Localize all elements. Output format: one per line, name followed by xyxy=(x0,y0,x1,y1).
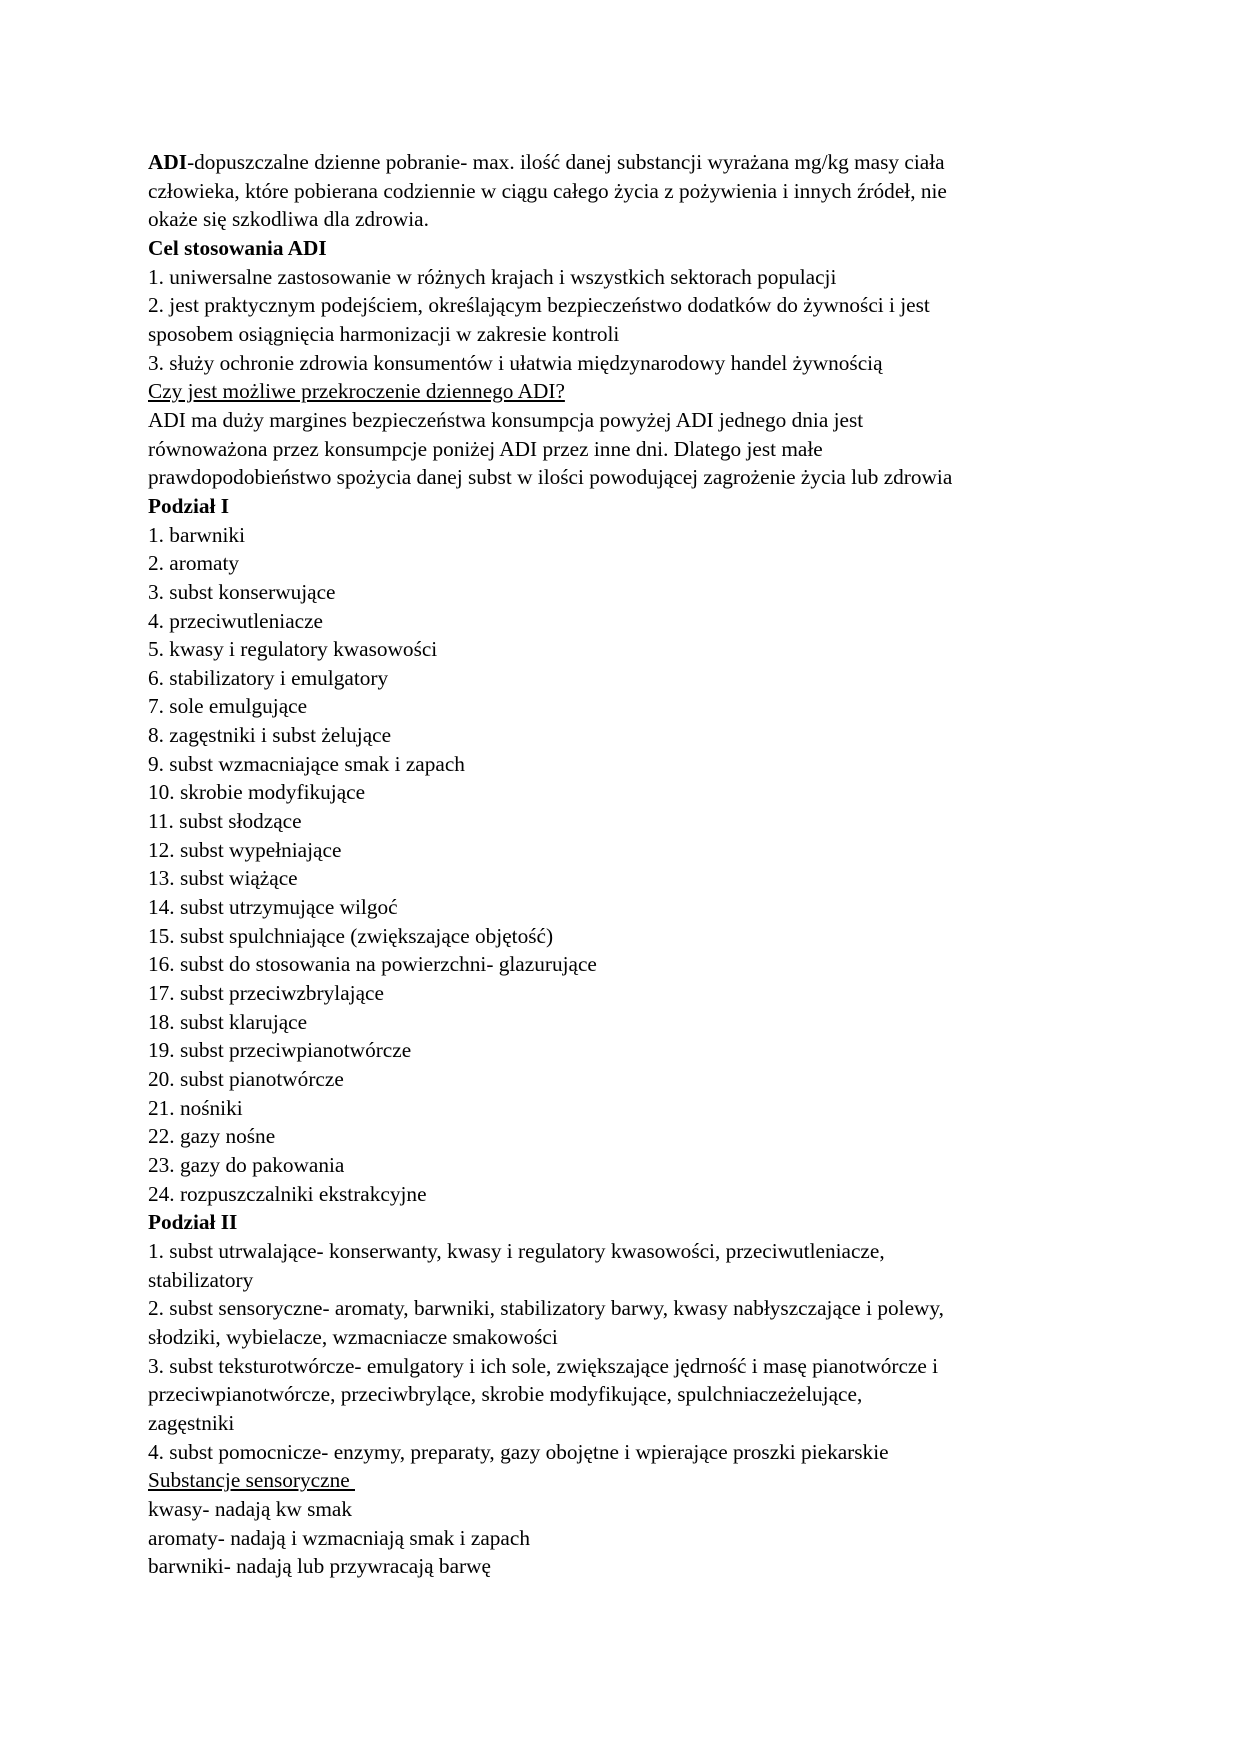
goal-item-3: 3. służy ochronie zdrowia konsumentów i ułatwia międzynarodowy handel żywnością xyxy=(148,350,883,375)
adi-definition-line-3: okaże się szkodliwa dla zdrowia. xyxy=(148,207,429,232)
exceed-question: Czy jest możliwe przekroczenie dziennego ADI? xyxy=(148,379,565,404)
division-1-list xyxy=(148,521,1108,1209)
adi-definition xyxy=(148,148,1108,234)
list-item: 12. subst wypełniające xyxy=(148,837,342,862)
exceed-question-line xyxy=(148,377,1108,406)
goal-item-2-line-1: 2. jest praktycznym podejściem, określającym bezpieczeństwo dodatków do żywności i jest xyxy=(148,293,930,318)
division-2-item-4: 4. subst pomocnicze- enzymy, preparaty, gazy obojętne i wpierające proszki piekarskie xyxy=(148,1439,889,1464)
list-item: 10. skrobie modyfikujące xyxy=(148,780,366,805)
sensory-item: aromaty- nadają i wzmacniają smak i zapach xyxy=(148,1525,530,1550)
goal-heading: Cel stosowania ADI xyxy=(148,235,327,260)
list-item: 15. subst spulchniające (zwiększające objętość) xyxy=(148,923,554,948)
list-item: 4. przeciwutleniacze xyxy=(148,608,324,633)
list-item: 20. subst pianotwórcze xyxy=(148,1067,344,1091)
list-item: 6. stabilizatory i emulgatory xyxy=(148,665,389,690)
division-2-item-3-line-1: 3. subst teksturotwórcze- emulgatory i ich sole, zwiększające jędrność i masę pianotwórcze i xyxy=(148,1353,939,1378)
adi-definition-line-2: człowieka, które pobierana codziennie w ciągu całego życia z pożywienia i innych źródeł, nie xyxy=(148,178,947,203)
list-item: 16. subst do stosowania na powierzchni- glazurujące xyxy=(148,952,597,977)
exceed-answer-line-3: prawdopodobieństwo spożycia danej subst w ilości powodującej zagrożenie życia lub zdrowia xyxy=(148,465,953,490)
document-page xyxy=(148,148,1108,1581)
list-item: 7. sole emulgujące xyxy=(148,694,308,719)
list-item: 18. subst klarujące xyxy=(148,1009,308,1034)
division-2-heading: Podział II xyxy=(148,1210,238,1235)
list-item: 9. subst wzmacniające smak i zapach xyxy=(148,751,465,776)
sensory-heading-line xyxy=(148,1466,1108,1495)
list-item: 3. subst konserwujące xyxy=(148,579,336,604)
sensory-item: barwniki- nadają lub przywracają barwę xyxy=(148,1554,491,1579)
division-2-item-3-line-2: przeciwpianotwórcze, przeciwbrylące, skrobie modyfikujące, spulchniaczeżelujące, xyxy=(148,1382,863,1407)
adi-definition-text: -dopuszczalne dzienne pobranie- max. ilość danej substancji wyrażana mg/kg masy ciała xyxy=(187,150,945,174)
sensory-item: kwasy- nadają kw smak xyxy=(148,1496,353,1521)
exceed-answer-line-1: ADI ma duży margines bezpieczeństwa konsumpcja powyżej ADI jednego dnia jest xyxy=(148,407,864,432)
division-1-heading: Podział I xyxy=(148,493,230,518)
list-item: 1. barwniki xyxy=(148,522,246,547)
list-item: 8. zagęstniki i subst żelujące xyxy=(148,723,392,748)
list-item: 2. aromaty xyxy=(148,551,240,576)
list-item: 22. gazy nośne xyxy=(148,1124,276,1149)
list-item: 14. subst utrzymujące wilgoć xyxy=(148,895,398,920)
exceed-answer-line-2: równoważona przez konsumpcje poniżej ADI przez inne dni. Dlatego jest małe xyxy=(148,436,823,461)
division-2-item-2-line-1: 2. subst sensoryczne- aromaty, barwniki, stabilizatory barwy, kwasy nabłyszczające i polewy, xyxy=(148,1296,945,1321)
adi-definition-line-1 xyxy=(148,148,1108,177)
division-2-item-1-line-2: stabilizatory xyxy=(148,1267,254,1292)
division-2-item-1-line-1: 1. subst utrwalające- konserwanty, kwasy i regulatory kwasowości, przeciwutleniacze, xyxy=(148,1238,885,1263)
list-item: 19. subst przeciwpianotwórcze xyxy=(148,1038,412,1063)
list-item: 13. subst wiążące xyxy=(148,866,298,891)
list-item: 24. rozpuszczalniki ekstrakcyjne xyxy=(148,1181,427,1206)
sensory-heading: Substancje sensoryczne xyxy=(148,1468,355,1493)
adi-term: ADI xyxy=(148,150,188,174)
list-item: 23. gazy do pakowania xyxy=(148,1152,345,1177)
division-2-item-3-line-3: zagęstniki xyxy=(148,1410,235,1435)
goal-item-1: 1. uniwersalne zastosowanie w różnych krajach i wszystkich sektorach populacji xyxy=(148,264,837,289)
goal-item-2-line-2: sposobem osiągnięcia harmonizacji w zakresie kontroli xyxy=(148,321,620,346)
list-item: 11. subst słodzące xyxy=(148,809,302,834)
list-item: 17. subst przeciwzbrylające xyxy=(148,981,384,1006)
division-2-item-2-line-2: słodziki, wybielacze, wzmacniacze smakowości xyxy=(148,1324,558,1349)
list-item: 21. nośniki xyxy=(148,1095,243,1120)
list-item: 5. kwasy i regulatory kwasowości xyxy=(148,637,438,662)
